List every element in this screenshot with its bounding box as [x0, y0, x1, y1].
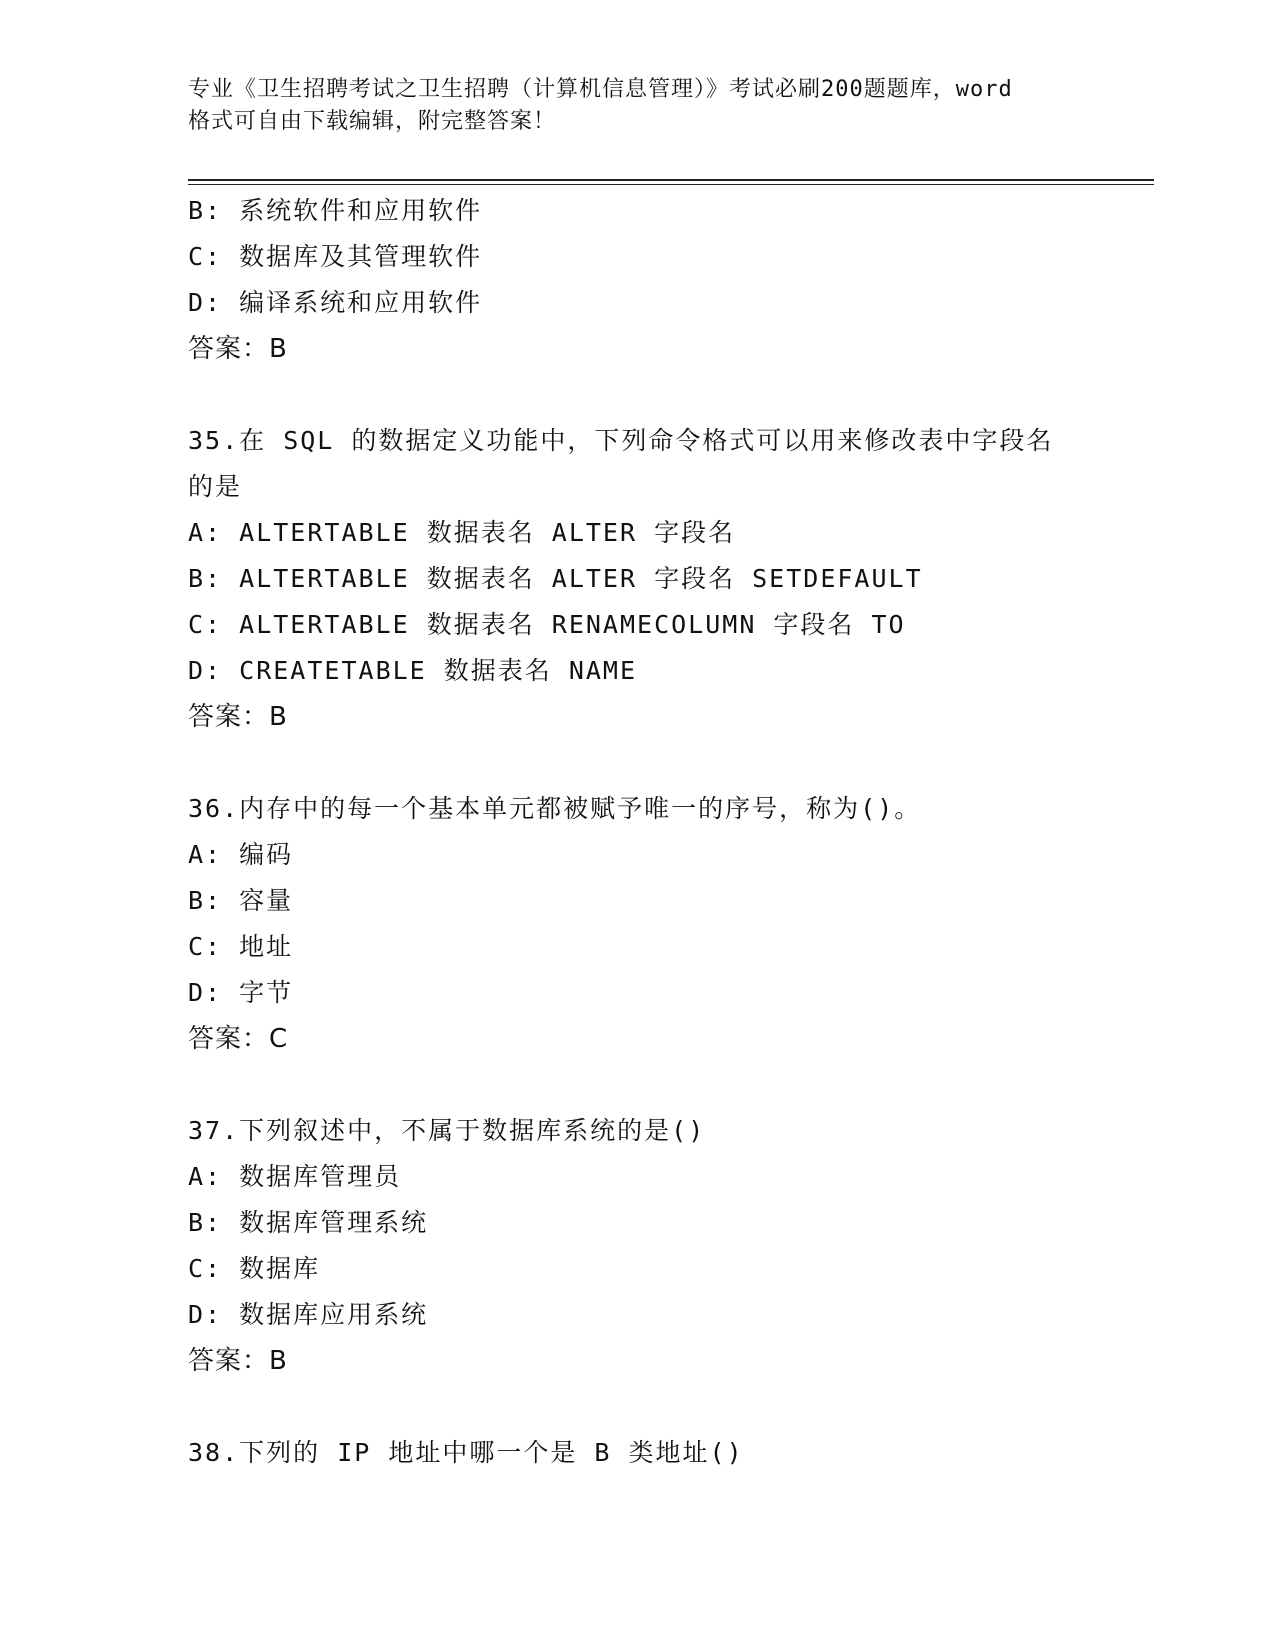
option-a: A: 编码	[188, 840, 294, 869]
question-35	[188, 418, 1088, 740]
option-a: A: ALTERTABLE 数据表名 ALTER 字段名	[188, 518, 736, 547]
option-c: C: 数据库及其管理软件	[188, 242, 483, 271]
option-c: C: 数据库	[188, 1254, 321, 1283]
question-36	[188, 786, 1088, 1062]
question-34	[188, 188, 1088, 372]
option-d: D: 数据库应用系统	[188, 1300, 429, 1329]
question-list	[188, 188, 1088, 1476]
question-stem-continued: 的是	[188, 472, 243, 501]
option-b: B: ALTERTABLE 数据表名 ALTER 字段名 SETDEFAULT	[188, 564, 923, 593]
header-divider-thick	[188, 179, 1154, 181]
option-a: A: 数据库管理员	[188, 1162, 402, 1191]
header-line-2: 格式可自由下载编辑，附完整答案！	[188, 109, 557, 134]
question-37	[188, 1108, 1088, 1384]
answer: 答案：B	[188, 334, 288, 364]
question-stem: 38.下列的 IP 地址中哪一个是 B 类地址()	[188, 1438, 744, 1467]
option-d: D: CREATETABLE 数据表名 NAME	[188, 656, 638, 685]
option-c: C: 地址	[188, 932, 294, 961]
option-d: D: 编译系统和应用软件	[188, 288, 483, 317]
spacer	[188, 1062, 1088, 1108]
header-line-1: 专业《卫生招聘考试之卫生招聘（计算机信息管理）》考试必刷200题题库，word	[188, 77, 1013, 102]
header-divider-thin	[188, 184, 1154, 185]
answer: 答案：B	[188, 702, 288, 732]
option-b: B: 数据库管理系统	[188, 1208, 429, 1237]
option-d: D: 字节	[188, 978, 294, 1007]
spacer	[188, 740, 1088, 786]
spacer	[188, 372, 1088, 418]
answer: 答案：C	[188, 1024, 289, 1054]
question-stem: 36.内存中的每一个基本单元都被赋予唯一的序号，称为()。	[188, 794, 922, 823]
option-c: C: ALTERTABLE 数据表名 RENAMECOLUMN 字段名 TO	[188, 610, 906, 639]
answer: 答案：B	[188, 1346, 288, 1376]
document-header	[188, 74, 1088, 138]
spacer	[188, 1384, 1088, 1430]
option-b: B: 容量	[188, 886, 294, 915]
question-stem: 37.下列叙述中，不属于数据库系统的是()	[188, 1116, 706, 1145]
option-b: B: 系统软件和应用软件	[188, 196, 483, 225]
question-38	[188, 1430, 1088, 1476]
question-stem: 35.在 SQL 的数据定义功能中，下列命令格式可以用来修改表中字段名	[188, 426, 1054, 455]
